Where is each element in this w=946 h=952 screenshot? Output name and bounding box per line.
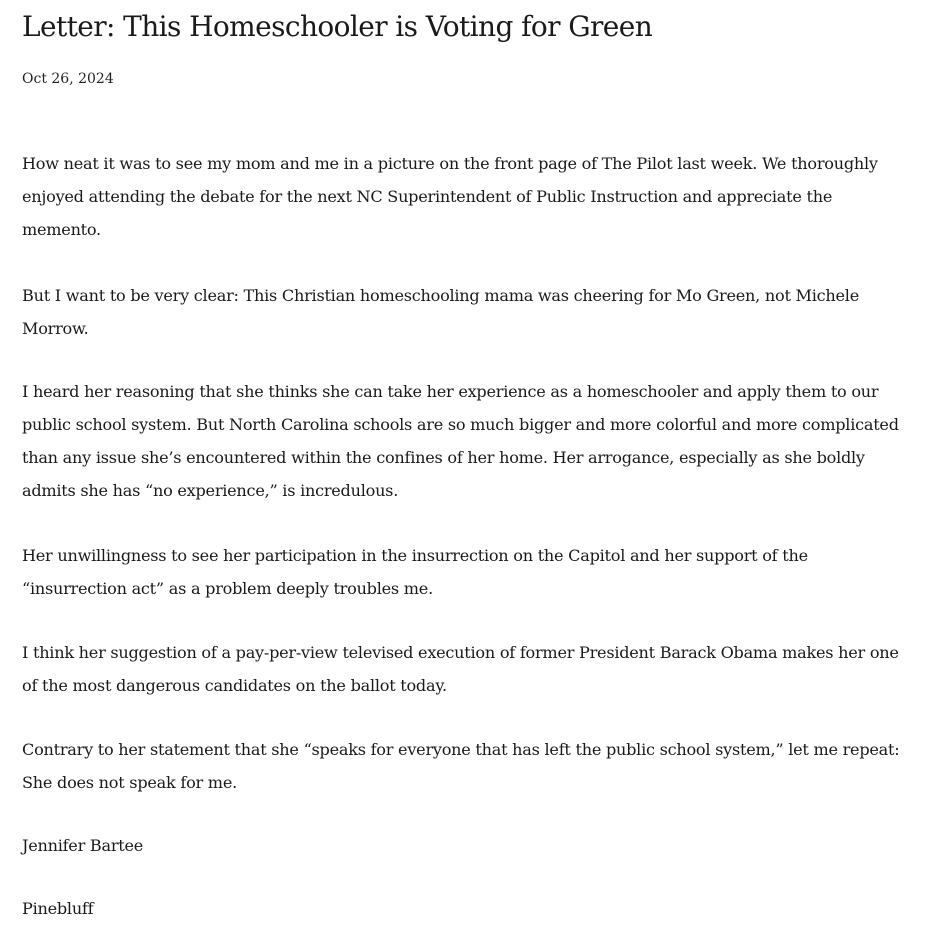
signature-name: Jennifer Bartee	[22, 836, 144, 855]
article-title: Letter: This Homeschooler is Voting for Green	[22, 10, 653, 43]
article-paragraph: But I want to be very clear: This Christian homeschooling mama was cheering for Mo Green, not Michele Morrow.	[22, 286, 859, 338]
article-paragraph: Her unwillingness to see her participation in the insurrection on the Capitol and her support of the “insurrection act” as a problem deeply troubles me.	[22, 546, 808, 598]
article-paragraph: Contrary to her statement that she “speaks for everyone that has left the public school system,” let me repeat: She does not speak for me.	[22, 740, 900, 792]
article-paragraph: How neat it was to see my mom and me in a picture on the front page of The Pilot last week. We thoroughly enjoyed attending the debate for the next NC Superintendent of Public Instruction and appreciate the memento.	[22, 154, 878, 239]
signature-location: Pinebluff	[22, 899, 94, 918]
article-date: Oct 26, 2024	[22, 71, 114, 87]
article-paragraph: I think her suggestion of a pay-per-view televised execution of former President Barack Obama makes her one of the most dangerous candidates on the ballot today.	[22, 643, 899, 695]
article-paragraph: I heard her reasoning that she thinks she can take her experience as a homeschooler and apply them to our public school system. But North Carolina schools are so much bigger and more colorful and more complicated than any issue she’s encountered within the confines of her home. Her arrogance, especially as she boldly admits she has “no experience,” is incredulous.	[22, 382, 899, 500]
